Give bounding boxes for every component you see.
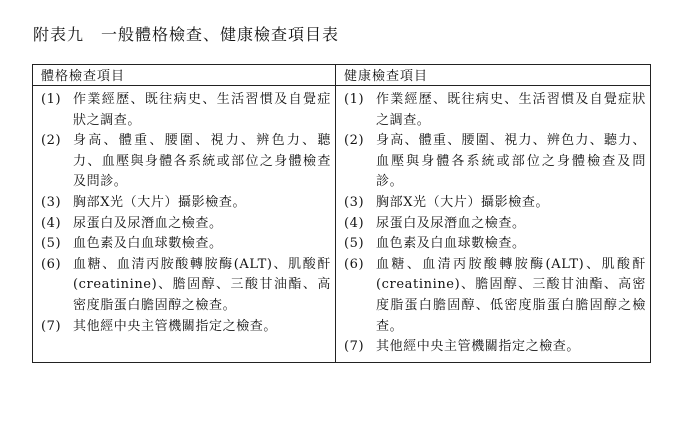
list-item xyxy=(344,131,646,193)
item-number: (7) xyxy=(41,318,62,334)
list-item xyxy=(41,255,331,317)
item-text: 作業經歷、既往病史、生活習慣及自覺症狀之調查。 xyxy=(73,92,331,128)
column-header-health-exam: 健康檢查項目 xyxy=(336,65,651,86)
list-item xyxy=(41,214,331,235)
list-item xyxy=(41,193,331,214)
table-header-row xyxy=(33,65,651,86)
item-text: 尿蛋白及尿潛血之檢查。 xyxy=(73,215,223,231)
item-number: (6) xyxy=(344,256,365,272)
list-item xyxy=(344,234,646,255)
item-text: 血糖、血清丙胺酸轉胺酶(ALT)、肌酸酐(creatinine)、膽固醇、三酸甘油酯、高密度脂蛋白膽固醇、低密度脂蛋白膽固醇之檢查。 xyxy=(376,256,646,334)
list-item xyxy=(344,255,646,337)
item-number: (1) xyxy=(41,92,62,107)
item-number: (2) xyxy=(344,133,365,149)
health-exam-cell xyxy=(336,86,651,363)
item-text: 血糖、血清丙胺酸轉胺酶(ALT)、肌酸酐(creatinine)、膽固醇、三酸甘油酯、高密度脂蛋白膽固醇之檢查。 xyxy=(73,256,331,313)
list-item xyxy=(41,234,331,255)
list-item xyxy=(41,317,331,338)
item-text: 其他經中央主管機關指定之檢查。 xyxy=(376,339,581,355)
item-text: 其他經中央主管機關指定之檢查。 xyxy=(73,318,278,334)
item-number: (2) xyxy=(41,133,62,149)
page-title: 附表九 一般體格檢查、健康檢查項目表 xyxy=(33,25,340,44)
item-number: (3) xyxy=(344,194,365,210)
item-text: 血色素及白血球數檢查。 xyxy=(376,236,526,252)
list-item xyxy=(344,337,646,358)
list-item xyxy=(41,131,331,193)
exam-items-table xyxy=(32,64,651,363)
item-text: 尿蛋白及尿潛血之檢查。 xyxy=(376,215,526,231)
list-item xyxy=(344,214,646,235)
column-header-physical-exam: 體格檢查項目 xyxy=(33,65,336,86)
item-text: 血色素及白血球數檢查。 xyxy=(73,236,223,252)
item-text: 胸部X光（大片）攝影檢查。 xyxy=(73,194,247,210)
list-item xyxy=(344,90,646,131)
item-number: (4) xyxy=(41,215,62,231)
item-number: (5) xyxy=(41,236,62,252)
item-number: (7) xyxy=(344,339,365,355)
item-number: (5) xyxy=(344,236,365,252)
item-number: (1) xyxy=(344,92,365,107)
physical-exam-list xyxy=(33,86,335,341)
item-text: 身高、體重、腰圍、視力、辨色力、聽力、血壓與身體各系統或部位之身體檢查及問診。 xyxy=(376,133,646,190)
item-number: (6) xyxy=(41,256,62,272)
table-row xyxy=(33,86,651,363)
physical-exam-cell xyxy=(33,86,336,363)
item-text: 身高、體重、腰圍、視力、辨色力、聽力、血壓與身體各系統或部位之身體檢查及問診。 xyxy=(73,133,331,190)
item-number: (4) xyxy=(344,215,365,231)
list-item xyxy=(344,193,646,214)
list-item xyxy=(41,90,331,131)
item-text: 胸部X光（大片）攝影檢查。 xyxy=(376,194,550,210)
item-number: (3) xyxy=(41,194,62,210)
health-exam-list xyxy=(336,86,650,362)
item-text: 作業經歷、既往病史、生活習慣及自覺症狀之調查。 xyxy=(376,92,646,128)
